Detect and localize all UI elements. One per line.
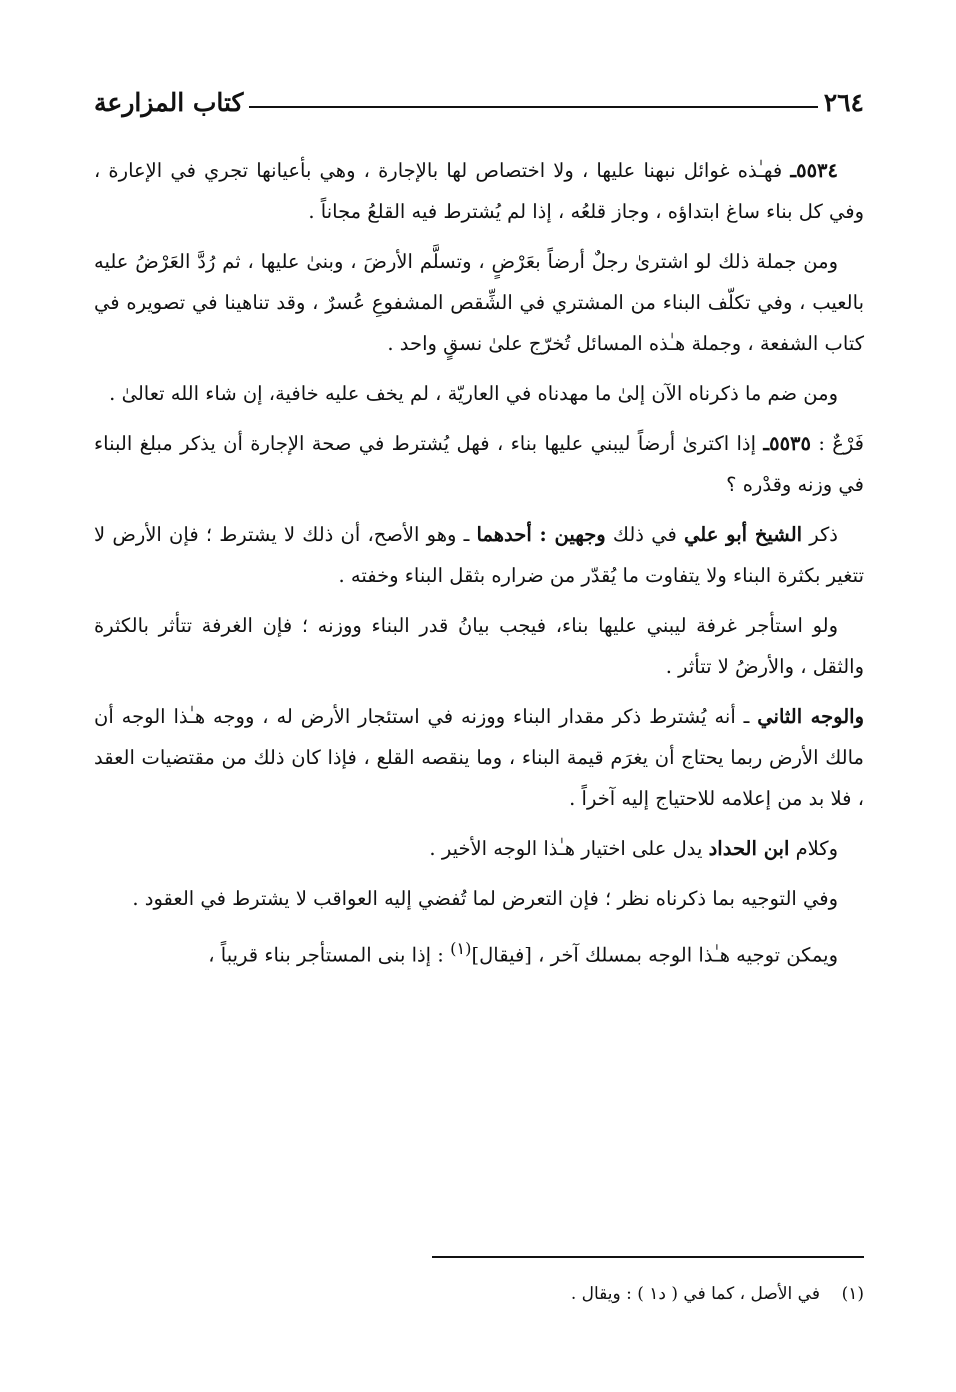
paragraph: [94, 514, 864, 596]
paragraph-text: فهـٰذه غوائل نبهنا عليها ، ولا اختصاص لها بالإجارة ، وهي بأعيانها تجري في الإعارة ، وفي كل بناء ساغ ابتداؤه ، وجاز قلعُه ، إذا لم يُشترط فيه القلعُ مجاناً .: [94, 159, 864, 223]
paragraph-text: ذكر: [802, 523, 838, 546]
page-number: ٢٦٤: [823, 87, 864, 117]
paragraph-text: ويمكن توجيه هـٰذا الوجه بمسلك آخر ، [فيقال]: [471, 943, 838, 967]
paragraph: [94, 878, 864, 919]
paragraph: [94, 696, 864, 819]
paragraph-text: ومن جملة ذلك لو اشترىٰ رجلٌ أرضاً بعَرْضٍ ، وتسلَّم الأرضَ ، وبنىٰ عليها ، ثم رُدَّ العَرْضُ عليه بالعيب ، وفي تكلّف البناء من المشتري في الشِّقص المشفوعِ عُسرٌ ، وقد تناهينا في تصويره في كتاب الشفعة ، وجملة هـٰذه المسائل تُخرّج علىٰ نسقٍ واحد .: [94, 250, 864, 355]
paragraph-text: في ذلك: [605, 523, 684, 546]
scholar-name: الشيخ أبو علي: [683, 523, 803, 546]
paragraph-text: ـ وهو الأصح، أن ذلك لا يشترط ؛ فإن الأرض لا تتغير بكثرة البناء ولا يتفاوت ما يُقدّر من ضراره بثقل البناء وخفته .: [94, 523, 864, 587]
paragraph-text: وفي التوجيه بما ذكرناه نظر ؛ فإن التعرض لما تُفضي إليه العواقب لا يشترط في العقود .: [132, 887, 838, 910]
paragraph-text: ومن ضم ما ذكرناه الآن إلىٰ ما مهدناه في العاريّة ، لم يخف عليه خافية، إن شاء الله تعالىٰ .: [109, 382, 838, 405]
book-title: كتاب المزارعة: [94, 87, 244, 117]
body-text: [94, 150, 864, 985]
scholar-name: ابن الحداد: [708, 837, 790, 860]
footnote: [94, 1284, 864, 1304]
paragraph-5535: [94, 423, 864, 505]
footnote-text: في الأصل ، كما في ( د١ ) : ويقال .: [570, 1284, 820, 1304]
paragraph: [94, 928, 864, 976]
paragraph: [94, 241, 864, 364]
footnote-divider: [432, 1256, 864, 1258]
footnote-ref: (١): [450, 939, 472, 958]
paragraph-text: : إذا بنى المستأجر بناء قريباً ،: [208, 943, 451, 967]
emphasis-text: وجهين : أحدهما: [476, 523, 606, 546]
page-header: [94, 82, 864, 122]
emphasis-text: والوجه الثاني: [757, 705, 864, 728]
branch-label: فَرْعٌ :: [818, 432, 864, 455]
paragraph-5534: [94, 150, 864, 232]
section-number: ٥٥٣٥ـ: [763, 432, 811, 455]
paragraph: [94, 373, 864, 414]
paragraph-text: وكلام: [789, 837, 838, 860]
section-number: ٥٥٣٤ـ: [790, 159, 839, 182]
header-rule: [249, 106, 817, 108]
footnote-number: (١): [841, 1284, 864, 1304]
paragraph: [94, 605, 864, 687]
paragraph-text: ولو استأجر غرفة ليبني عليها بناء، فيجب بيانُ قدر البناء ووزنه ؛ فإن الغرفة تتأثر بالكثرة والثقل ، والأرضُ لا تتأثر .: [94, 614, 864, 678]
paragraph-text: يدل على اختيار هـٰذا الوجه الأخير .: [429, 837, 709, 860]
paragraph-text: إذا اكترىٰ أرضاً ليبني عليها بناء ، فهل يُشترط في صحة الإجارة أن يذكر مبلغ البناء في وزنه وقدْره ؟: [94, 432, 864, 496]
paragraph: [94, 828, 864, 869]
paragraph-text: ـ أنه يُشترط ذكر مقدار البناء ووزنه في استئجار الأرض له ، ووجه هـٰذا الوجه أن مالك الأرض ربما يحتاج أن يغرَم قيمة البناء ، وما ينقصه القلع ، فإذا كان ذلك من مقتضيات العقد ، فلا بد من إعلامه للاحتياج إليه آخراً .: [94, 705, 864, 810]
